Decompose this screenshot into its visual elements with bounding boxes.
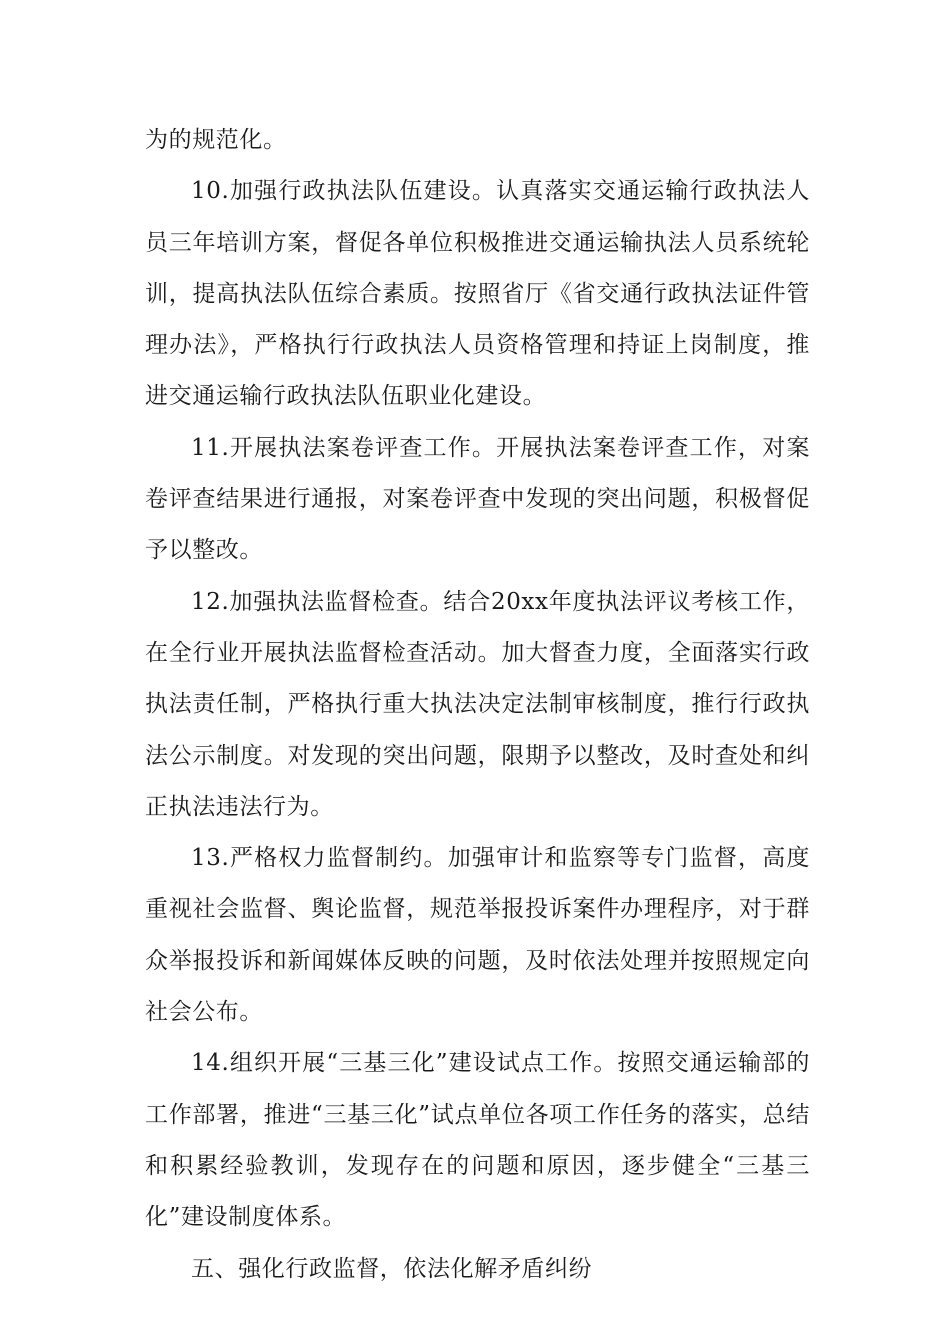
paragraph-continuation: 为的规范化。	[145, 127, 287, 153]
section-heading-5: 五、强化行政监督，依法化解矛盾纠纷	[191, 1255, 593, 1282]
paragraph-item-10: 10.加强行政执法队伍建设。认真落实交通运输行政执法人员三年培训方案，督促各单位积极推进交通运输执法人员系统轮训，提高执法队伍综合素质。按照省厅《省交通行政执法证件管理办法》，严格执行行政执法人员资格管理和持证上岗制度，推进交通运输行政执法队伍职业化建设。	[145, 178, 810, 410]
paragraph-item-11: 11.开展执法案卷评查工作。开展执法案卷评查工作，对案卷评查结果进行通报，对案卷评查中发现的突出问题，积极督促予以整改。	[145, 434, 810, 564]
paragraph-item-14: 14.组织开展“三基三化”建设试点工作。按照交通运输部的工作部署，推进“三基三化”试点单位各项工作任务的落实，总结和积累经验教训，发现存在的问题和原因，逐步健全“三基三化”建设制度体系。	[145, 1050, 810, 1231]
document-body	[145, 115, 810, 1295]
paragraph-item-13: 13.严格权力监督制约。加强审计和监察等专门监督，高度重视社会监督、舆论监督，规范举报投诉案件办理程序，对于群众举报投诉和新闻媒体反映的问题，及时依法处理并按照规定向社会公布。	[145, 845, 810, 1026]
paragraph-item-12: 12.加强执法监督检查。结合20xx年度执法评议考核工作，在全行业开展执法监督检查活动。加大督查力度，全面落实行政执法责任制，严格执行重大执法决定法制审核制度，推行行政执法公示制度。对发现的突出问题，限期予以整改，及时查处和纠正执法违法行为。	[145, 588, 810, 820]
